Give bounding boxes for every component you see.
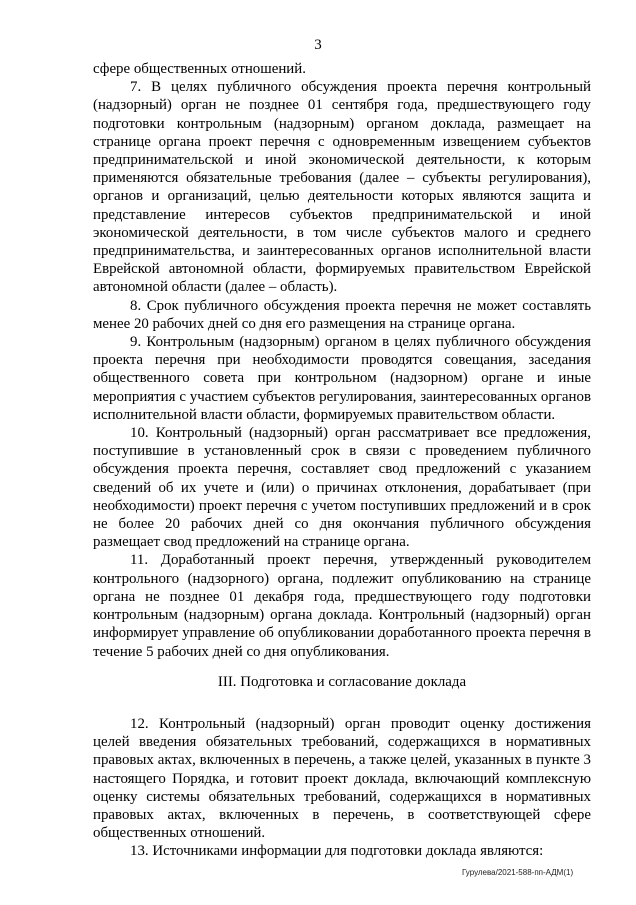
page-number: 3 xyxy=(314,37,322,53)
paragraph-9: 9. Контрольным (надзорным) органом в целях публичного обсуждения проекта перечня при необходимости проводятся совещания, заседания общественного совета при контрольном (надзорном) органе и иные мероприятия с участием субъектов регулирования, заинтересованных органов исполнительной власти области, формируемых правительством области. xyxy=(93,334,591,423)
paragraph-8: 8. Срок публичного обсуждения проекта перечня не может составлять менее 20 рабочих дней со дня его размещения на странице органа. xyxy=(93,297,591,332)
section-heading: III. Подготовка и согласование доклада xyxy=(217,673,467,690)
paragraph-11: 11. Доработанный проект перечня, утвержденный руководителем контрольного (надзорного) органа, подлежит опубликованию на странице органа не позднее 01 декабря года, предшествующего году подготовки контрольным (надзорным) органа доклада. Контрольный (надзорный) орган информирует управление об опубликовании доработанного проекта перечня в течение 5 рабочих дней со дня опубликования. xyxy=(93,552,591,660)
paragraph-12: 12. Контрольный (надзорный) орган проводит оценку достижения целей введения обязательных требований, содержащихся в нормативных правовых актах, включенных в перечень, а также целей, указанных в пункте 3 настоящего Порядка, и готовит проект доклада, включающий комплексную оценку системы обязательных требований, содержащихся в нормативных правовых актах, включенных в перечень, в соответствующей сфере общественных отношений. xyxy=(93,715,591,842)
paragraph-7: 7. В целях публичного обсуждения проекта перечня контрольный (надзорный) орган не позднее 01 сентября года, предшествующего году подготовки контрольным (надзорным) органом доклада, размещает на странице органа проект перечня с одновременным извещением субъектов предпринимательской и иной экономической деятельности, к которым применяются обязательные требования (далее – субъекты регулирования), органов и организаций, целью деятельности которых являются защита и представление интересов субъектов предпринимательской и иной экономической деятельности, в том числе субъектов малого и среднего предпринимательства, и заинтересованных органов исполнительной власти Еврейской автономной области, формируемых правительством Еврейской автономной области (далее – область). xyxy=(93,79,591,296)
paragraph-continuation: сфере общественных отношений. xyxy=(93,61,306,77)
paragraph-13: 13. Источниками информации для подготовки доклада являются: xyxy=(130,843,544,860)
document-body xyxy=(93,60,591,861)
document-code-footer: Гурулева/2021-588-пп-АДМ(1) xyxy=(462,868,574,877)
paragraph-10: 10. Контрольный (надзорный) орган рассматривает все предложения, поступившие в установленный срок в связи с проведением публичного обсуждения проекта перечня, составляет свод предложений с указанием сведений об их учете и (или) о причинах отклонения, дорабатывает (при необходимости) проект перечня с учетом поступивших предложений и в срок не более 20 рабочих дней со дня окончания публичного обсуждения размещает свод предложений на странице органа. xyxy=(93,425,591,551)
